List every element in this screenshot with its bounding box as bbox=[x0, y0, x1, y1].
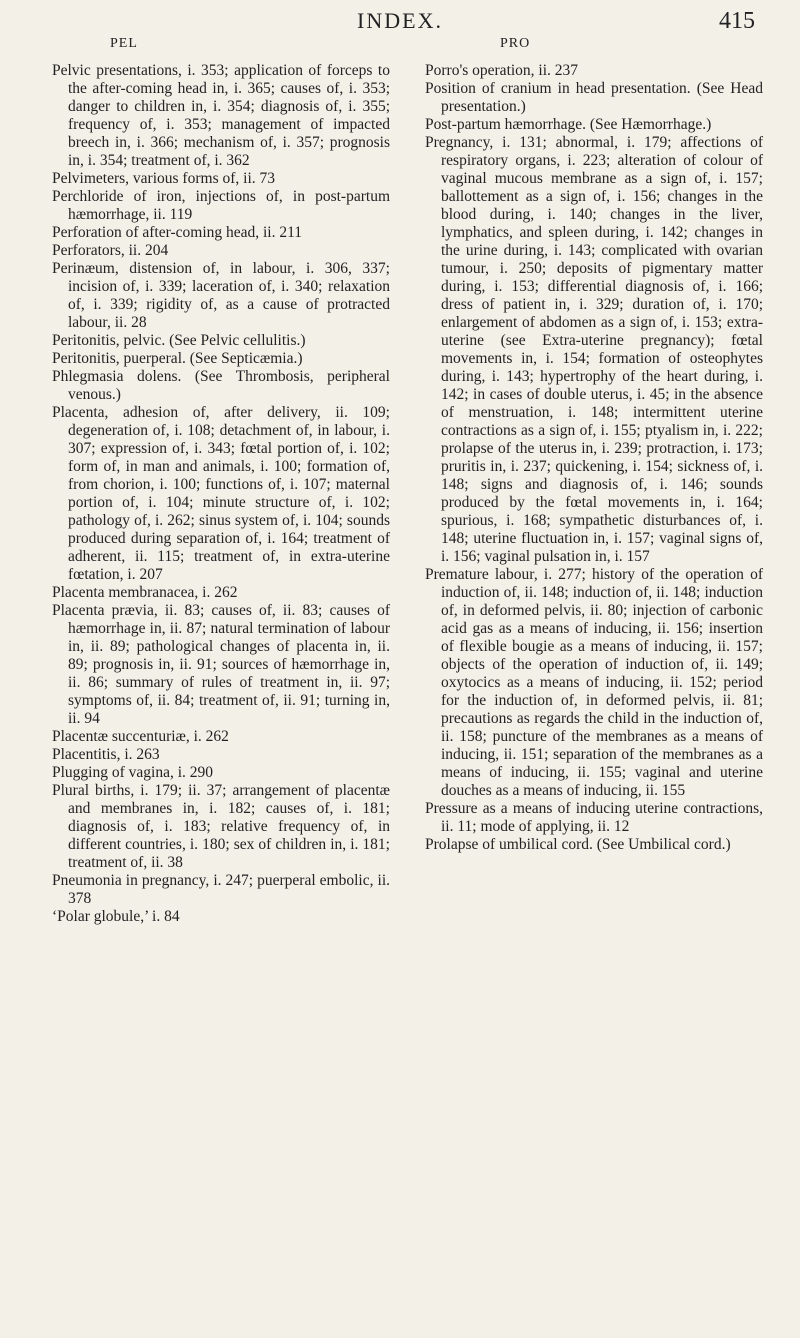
index-entry: Placenta, adhesion of, after delivery, ii. 109; degeneration of, i. 108; detachment of, in labour, i. 307; expression of, i. 343; fœtal portion of, i. 102; form of, in man and animals, i. 100; formation of, from chorion, i. 100; functions of, i. 107; maternal portion of, i. 104; minute structure of, i. 102; pathology of, i. 262; sinus system of, i. 104; sounds produced during separation of, i. 164; treatment of adherent, ii. 115; treatment of, in extra-uterine fœtation, i. 207 bbox=[52, 404, 390, 583]
index-entry: Porro's operation, ii. 237 bbox=[425, 62, 579, 79]
index-entry: Post-partum hæmorrhage. (See Hæmorrhage.) bbox=[425, 116, 712, 133]
index-entry: Peritonitis, pelvic. (See Pelvic cellulitis.) bbox=[52, 332, 306, 349]
running-title: INDEX. bbox=[357, 8, 443, 33]
index-entry: Pneumonia in pregnancy, i. 247; puerperal embolic, ii. 378 bbox=[52, 872, 390, 907]
index-entry: Plugging of vagina, i. 290 bbox=[52, 764, 214, 781]
index-entry: Placentæ succenturiæ, i. 262 bbox=[52, 728, 229, 745]
index-entry: Pressure as a means of inducing uterine contractions, ii. 11; mode of applying, ii. 12 bbox=[425, 800, 763, 835]
index-entry: Placenta prævia, ii. 83; causes of, ii. 83; causes of hæmorrhage in, ii. 87; natural termination of labour in, ii. 89; pathological changes of placenta in, ii. 89; prognosis in, ii. 91; sources of hæmorrhage in, ii. 86; summary of rules of treatment in, ii. 97; symptoms of, ii. 84; treatment of, ii. 91; turning in, ii. 94 bbox=[52, 602, 390, 727]
index-entry: ‘Polar globule,’ i. 84 bbox=[52, 908, 180, 925]
index-entry: Pelvimeters, various forms of, ii. 73 bbox=[52, 170, 275, 187]
index-entry: Perforation of after-coming head, ii. 211 bbox=[52, 224, 303, 241]
index-entry: Prolapse of umbilical cord. (See Umbilical cord.) bbox=[425, 836, 731, 853]
index-entry: Pelvic presentations, i. 353; application of forceps to the after-coming head in, i. 365; causes of, i. 353; danger to children in, i. 354; diagnosis of, i. 355; frequency of, i. 353; management of impacted breech in, i. 366; mechanism of, i. 357; prognosis in, i. 354; treatment of, i. 362 bbox=[52, 62, 390, 169]
right-column bbox=[425, 62, 763, 854]
index-entry: Perinæum, distension of, in labour, i. 306, 337; incision of, i. 339; laceration of, i. 340; relaxation of, i. 339; rigidity of, as a cause of protracted labour, ii. 28 bbox=[52, 260, 390, 331]
index-entry: Position of cranium in head presentation. (See Head presentation.) bbox=[425, 80, 763, 115]
catchword-left: PEL bbox=[110, 36, 138, 51]
index-entry: Pregnancy, i. 131; abnormal, i. 179; affections of respiratory organs, i. 223; alteration of colour of vaginal mucous membrane as a sign of, i. 157; ballottement as a sign of, i. 156; changes in the blood during, i. 140; changes in the liver, lymphatics, and spleen during, i. 142; changes in the urine during, i. 143; complicated with ovarian tumour, i. 250; deposits of pigmentary matter during, i. 153; differential diagnosis of, i. 166; dress of patient in, i. 329; duration of, i. 170; enlargement of abdomen as a sign of, i. 153; extra-uterine (see Extra-uterine pregnancy); fœtal movements in, i. 154; formation of osteophytes during, i. 143; hypertrophy of the heart during, i. 142; in cases of double uterus, i. 45; in the absence of menstruation, i. 148; intermittent uterine contractions as a sign of, i. 155; ptyalism in, i. 222; prolapse of the uterus in, i. 239; protraction, i. 173; pruritis in, i. 237; quickening, i. 154; sickness of, i. 148; signs and diagnosis of, i. 146; sounds produced by the fœtal movements in, i. 164; spurious, i. 168; sympathetic disturbances of, i. 148; uterine fluctuation in, i. 157; vaginal signs of, i. 156; vaginal pulsation in, i. 157 bbox=[425, 134, 763, 565]
index-entry: Peritonitis, puerperal. (See Septicæmia.) bbox=[52, 350, 303, 367]
index-entry: Phlegmasia dolens. (See Thrombosis, peripheral venous.) bbox=[52, 368, 390, 403]
index-entry: Perchloride of iron, injections of, in post-partum hæmorrhage, ii. 119 bbox=[52, 188, 390, 223]
left-column bbox=[52, 62, 390, 926]
index-entry: Placenta membranacea, i. 262 bbox=[52, 584, 238, 601]
index-entry: Placentitis, i. 263 bbox=[52, 746, 160, 763]
index-entry: Premature labour, i. 277; history of the operation of induction of, ii. 148; induction of, ii. 148; induction of, in deformed pelvis, ii. 80; injection of carbonic acid gas as a means of inducing, ii. 156; insertion of flexible bougie as a means of inducing, ii. 157; objects of the operation of induction of, ii. 149; oxytocics as a means of inducing, ii. 152; period for the induction of, in deformed pelvis, ii. 81; precautions as regards the child in the induction of, ii. 158; puncture of the membranes as a means of inducing, ii. 151; separation of the membranes as a means of inducing, ii. 155; vaginal and uterine douches as a means of inducing, ii. 155 bbox=[425, 566, 763, 799]
index-entry: Plural births, i. 179; ii. 37; arrangement of placentæ and membranes in, i. 182; causes of, i. 181; diagnosis of, i. 183; relative frequency of, in different countries, i. 180; sex of children in, i. 181; treatment of, ii. 38 bbox=[52, 782, 390, 871]
index-entry: Perforators, ii. 204 bbox=[52, 242, 169, 259]
page-number: 415 bbox=[719, 8, 755, 34]
catchword-right: PRO bbox=[500, 36, 531, 51]
